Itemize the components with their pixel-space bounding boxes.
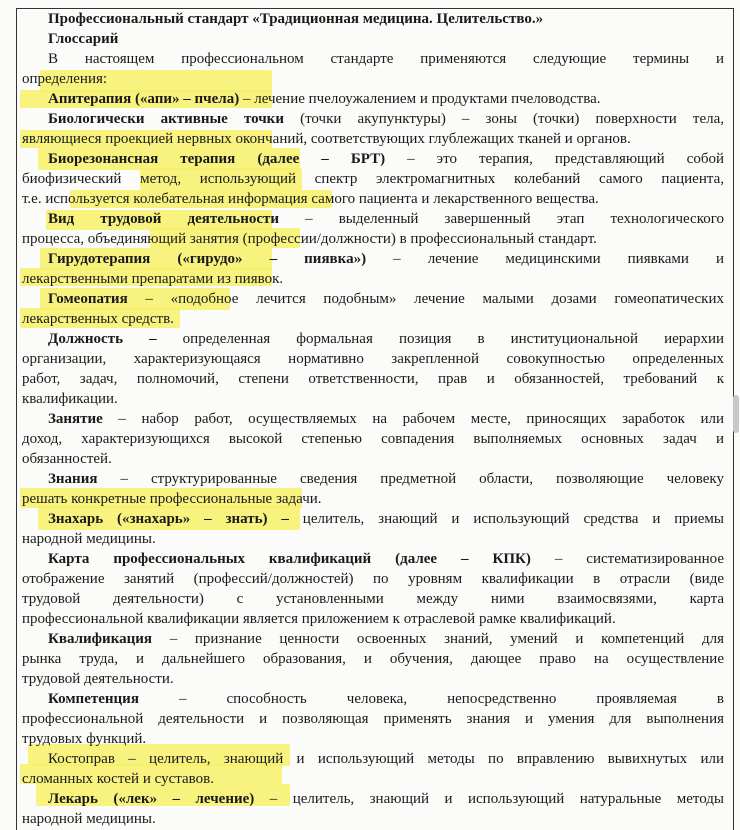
term-definition: – способность человека, непосредственно проявляемая в	[178, 691, 724, 707]
term-definition-line: организации, характеризующаяся нормативно закрепленной совокупностью определенных	[22, 351, 724, 367]
term-name: Занятие	[48, 411, 103, 427]
term-name: Гомеопатия	[48, 291, 128, 307]
term-entry	[48, 330, 724, 349]
term-definition-line: трудовой деятельности) с установленными между ними взаимосвязями, карта	[22, 591, 724, 607]
term-entry	[48, 250, 724, 269]
section-heading: Глоссарий	[48, 31, 119, 47]
term-definition: – выделенный завершенный этап технологического	[305, 211, 724, 227]
term-name: Костоправ	[48, 751, 115, 767]
term-definition: – лечение медицинскими пиявками и	[393, 251, 725, 267]
term-entry	[48, 210, 724, 229]
term-definition: определенная формальная позиция в институциональной иерархии	[182, 331, 724, 347]
term-definition-line: лекарственных средств.	[22, 311, 174, 327]
term-name: Должность –	[48, 331, 157, 347]
term-definition-line: биофизический метод, использующий спектр электромагнитных колебаний самого пациента,	[22, 171, 724, 187]
document-title: Профессиональный стандарт «Традиционная медицина. Целительство.»	[48, 11, 544, 27]
term-entry	[48, 510, 724, 529]
term-name: Гирудотерапия («гирудо» – пиявка»)	[48, 251, 367, 267]
intro-line: В настоящем профессиональном стандарте применяются следующие термины и	[48, 51, 724, 67]
term-definition-line: народной медицины.	[22, 811, 156, 827]
term-entry	[48, 470, 724, 489]
term-definition-line: являющиеся проекцией нервных окончаний, соответствующих глублежащих тканей и органов.	[22, 131, 631, 147]
term-entry	[48, 150, 724, 169]
term-definition: – это терапия, представляющий собой	[407, 151, 725, 167]
term-definition-line: сломанных костей и суставов.	[22, 771, 214, 787]
term-definition: (точки акупунктуры) – зоны (точки) поверхности тела,	[300, 111, 724, 127]
intro-line: определения:	[22, 71, 108, 87]
term-name: Апитерапия («апи» – пчела)	[48, 91, 240, 107]
term-name: Лекарь («лек» – лечение)	[48, 791, 255, 807]
term-name: Компетенция	[48, 691, 139, 707]
term-definition: целитель, знающий и использующий средства и приемы	[302, 511, 724, 527]
term-definition-line: профессиональной деятельности и позволяющая применять знания и умения для выполнения	[22, 711, 724, 727]
term-name: Знахарь («знахарь» – знать) –	[48, 511, 289, 527]
term-name: Карта профессиональных квалификаций (далее – КПК)	[48, 551, 531, 567]
scrollbar-thumb[interactable]	[733, 395, 739, 433]
term-definition-line: трудовой деятельности.	[22, 671, 174, 687]
term-name: Квалификация	[48, 631, 153, 647]
frame-left-border	[16, 8, 17, 830]
term-entry	[48, 690, 724, 709]
term-name: Биологически активные точки	[48, 111, 284, 127]
term-definition-line: трудовых функций.	[22, 731, 147, 747]
term-definition-line: лекарственными препаратами из пиявок.	[22, 271, 284, 287]
term-name: Биорезонансная терапия (далее – БРТ)	[48, 151, 386, 167]
term-entry	[48, 790, 724, 809]
term-definition-line: т.е. используется колебательная информация самого пациента и лекарственного вещества.	[22, 191, 599, 207]
term-name: Знания	[48, 471, 98, 487]
term-definition: – лечение пчелоужалением и продуктами пчеловодства.	[242, 91, 601, 107]
term-definition: – признание ценности освоенных знаний, умений и компетенций для	[169, 631, 724, 647]
term-definition: – целитель, знающий и использующий натуральные методы	[269, 791, 724, 807]
term-entry	[48, 750, 724, 769]
frame-top-border	[16, 8, 734, 9]
term-entry	[48, 110, 724, 129]
term-definition-line: обязанностей.	[22, 451, 112, 467]
term-definition: – «подобное лечится подобным» лечение малыми дозами гомеопатических	[145, 291, 724, 307]
term-definition-line: доход, характеризующихся высокой степенью совпадения выполняемых основных задач и	[22, 431, 724, 447]
term-definition-line: работ, задач, полномочий, степени ответственности, прав и обязанностей, требований к	[22, 371, 724, 387]
term-definition-line: отображение занятий (профессий/должностей) по уровням квалификации в отрасли (виде	[22, 571, 724, 587]
term-name: Вид трудовой деятельности	[48, 211, 280, 227]
term-definition-line: квалификации.	[22, 391, 118, 407]
term-definition: – набор работ, осуществляемых на рабочем месте, приносящих заработок или	[118, 411, 724, 427]
term-definition: – структурированные сведения предметной области, позволяющие человеку	[120, 471, 725, 487]
term-definition-line: решать конкретные профессиональные задачи.	[22, 491, 322, 507]
term-definition-line: народной медицины.	[22, 531, 156, 547]
term-entry	[48, 550, 724, 569]
term-definition-line: процесса, объединяющий занятия (профессии/должности) в профессиональный стандарт.	[22, 231, 597, 247]
term-entry	[48, 90, 740, 109]
term-entry	[48, 410, 724, 429]
term-definition-line: профессиональной квалификации является приложением к отраслевой рамке квалификаций.	[22, 611, 616, 627]
term-definition: – целитель, знающий и использующий методы по вправлению вывихнутых или	[128, 751, 725, 767]
term-entry	[48, 290, 724, 309]
term-entry	[48, 630, 724, 649]
term-definition-line: рынка труда, и дальнейшего образования, и обучения, дающее право на осуществление	[22, 651, 724, 667]
term-definition: – систематизированное	[554, 551, 724, 567]
